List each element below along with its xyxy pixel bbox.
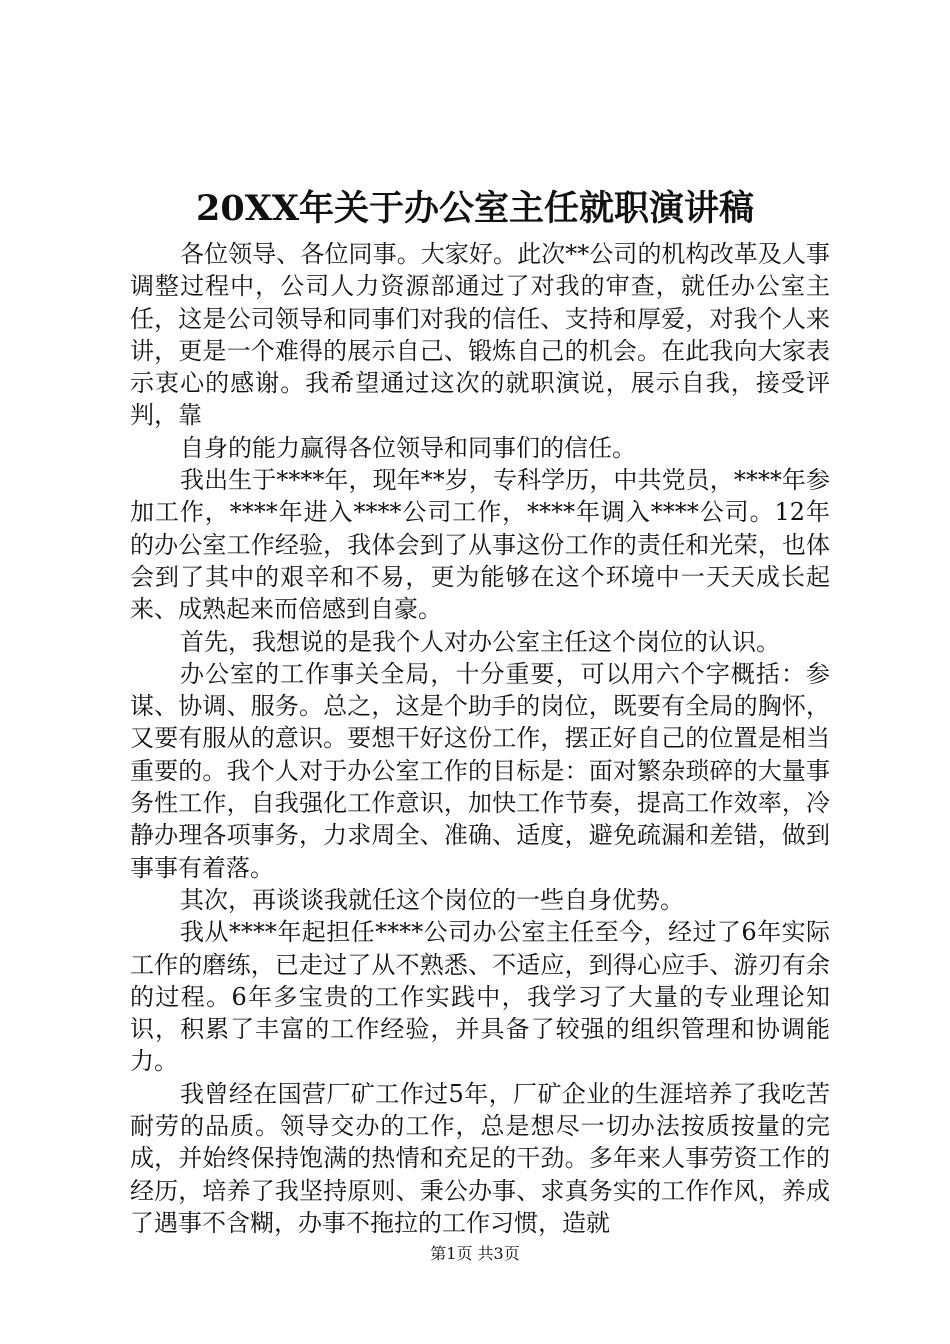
paragraph-office-role: 办公室的工作事关全局，十分重要，可以用六个字概括：参谋、协调、服务。总之，这是个助手的岗位，既要有全局的胸怀，又要有服从的意识。要想干好这份工作，摆正好自己的位置是相当重要的。我个人对于办公室工作的目标是：面对繁杂琐碎的大量事务性工作，自我强化工作意识，加快工作节奏，提高工作效率，冷静办理各项事务，力求周全、准确、适度，避免疏漏和差错，做到事事有着落。 (130, 659, 830, 882)
page-number-footer: 第1页 共3页 (430, 1244, 520, 1263)
paragraph-factory-work: 我曾经在国营厂矿工作过5年，厂矿企业的生涯培养了我吃苦耐劳的品质。领导交办的工作，总是想尽一切办法按质按量的完成，并始终保持饱满的热情和充足的干劲。多年来人事劳资工作的经历，培养了我坚持原则、秉公办事、求真务实的工作作风，养成了遇事不含糊，办事不拖拉的工作习惯，造就 (130, 1079, 830, 1237)
paragraph-first-point: 首先，我想说的是我个人对办公室主任这个岗位的认识。 (180, 627, 780, 656)
paragraph-background: 我出生于****年，现年**岁，专科学历，中共党员，****年参加工作，****年进入****公司工作，****年调入****公司。12年的办公室工作经验，我体会到了从事这份工作的责任和光荣，也体会到了其中的艰辛和不易，更为能够在这个环境中一天天成长起来、成熟起来而倍感到自豪。 (130, 466, 830, 624)
document-title: 20XX年关于办公室主任就职演讲稿 (195, 188, 755, 229)
paragraph-trust: 自身的能力赢得各位领导和同事们的信任。 (180, 433, 636, 462)
paragraph-greeting: 各位领导、各位同事。大家好。此次**公司的机构改革及人事调整过程中，公司人力资源部通过了对我的审查，就任办公室主任，这是公司领导和同事们对我的信任、支持和厚爱，对我个人来讲，更是一个难得的展示自己、锻炼自己的机会。在此我向大家表示衷心的感谢。我希望通过这次的就职演说，展示自我，接受评判，靠 (130, 240, 830, 430)
paragraph-second-point: 其次，再谈谈我就任这个岗位的一些自身优势。 (180, 885, 684, 914)
paragraph-experience: 我从****年起担任****公司办公室主任至今，经过了6年实际工作的磨练，已走过了从不熟悉、不适应，到得心应手、游刃有余的过程。6年多宝贵的工作实践中，我学习了大量的专业理论知识，积累了丰富的工作经验，并具备了较强的组织管理和协调能力。 (130, 918, 830, 1076)
document-body (130, 238, 830, 1239)
